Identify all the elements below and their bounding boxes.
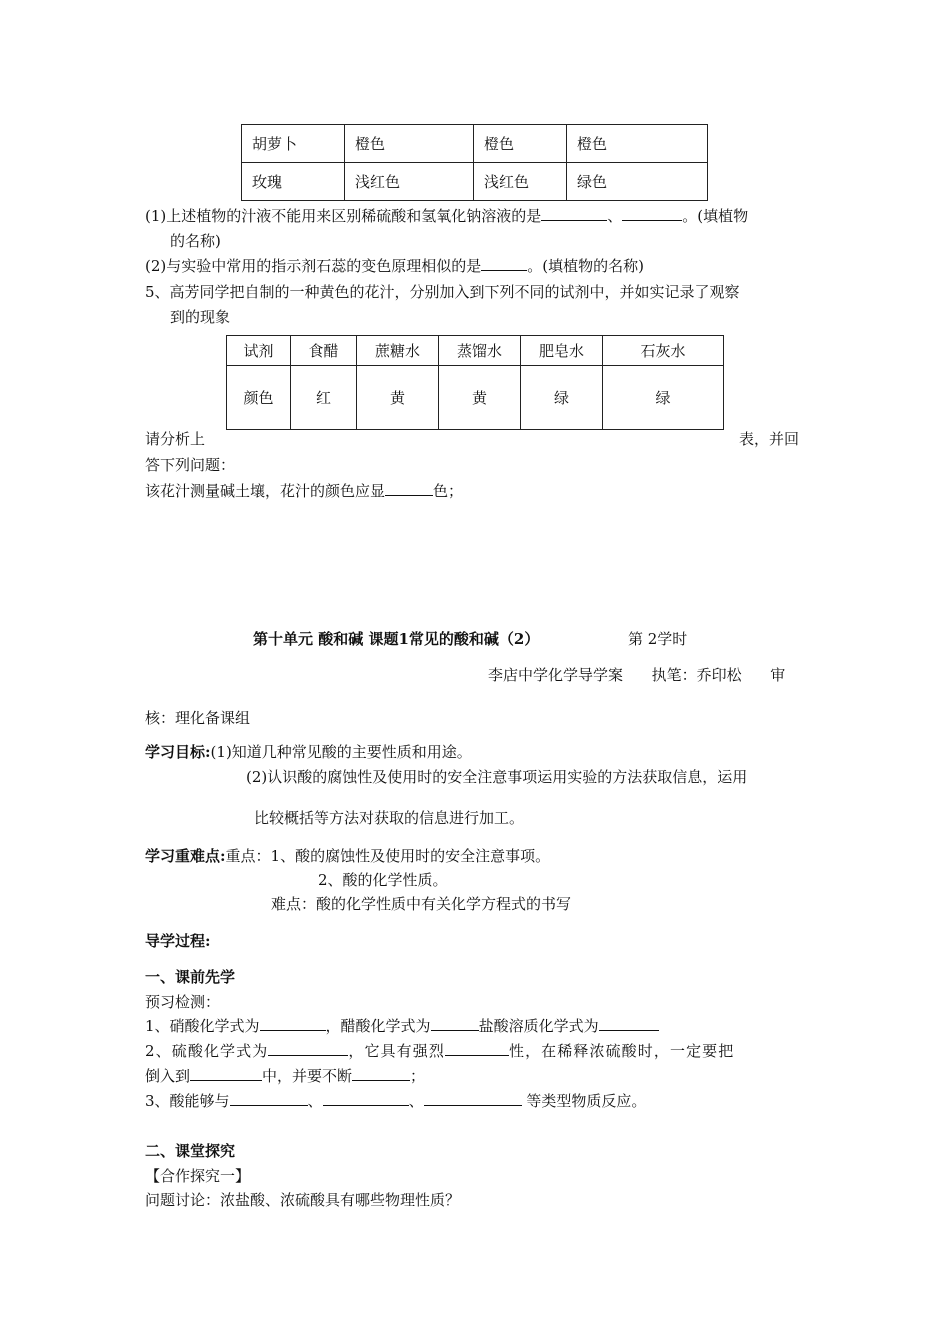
question-text: 该花汁测量碱土壤，花汁的颜色应显 xyxy=(145,482,386,500)
question-text: 等类型物质反应。 xyxy=(521,1092,647,1110)
table-header-cell: 石灰水 xyxy=(603,336,724,366)
table-cell: 橙色 xyxy=(345,125,474,163)
goals-label: 学习目标: xyxy=(145,743,211,761)
question-1-line-2: 的名称) xyxy=(170,232,221,250)
author-line: 李店中学化学导学案 执笔：乔印松 审 xyxy=(488,666,786,684)
answer-blank[interactable] xyxy=(260,1016,326,1031)
answer-blank[interactable] xyxy=(352,1066,410,1081)
question-1-line-1 xyxy=(145,205,748,226)
table-header-cell: 肥皂水 xyxy=(521,336,603,366)
question-text: ，醋酸化学式为 xyxy=(325,1017,431,1035)
question-text: 、 xyxy=(307,1092,323,1110)
table-cell: 浅红色 xyxy=(345,163,474,201)
answer-blank[interactable] xyxy=(431,1016,479,1031)
key-point: 重点：1、酸的腐蚀性及使用时的安全注意事项。 xyxy=(225,847,551,865)
answer-blank[interactable] xyxy=(599,1016,659,1031)
question-text: (1)上述植物的汁液不能用来区别稀硫酸和氢氧化钠溶液的是 xyxy=(145,207,542,225)
reviewer-line: 核：理化备课组 xyxy=(145,709,251,727)
answer-blank[interactable] xyxy=(323,1091,409,1106)
question-text: ； xyxy=(410,1067,426,1085)
question-text: 1、硝酸化学式为 xyxy=(145,1017,260,1035)
part-2-subheading: 【合作探究一】 xyxy=(145,1167,251,1185)
learning-goals xyxy=(145,741,472,762)
answer-blank[interactable] xyxy=(385,481,433,496)
question-text: 色； xyxy=(433,482,464,500)
goal-item: (2)认识酸的腐蚀性及使用时的安全注意事项运用实验的方法获取信息，运用 xyxy=(246,768,748,786)
discussion-question: 问题讨论：浓盐酸、浓硫酸具有哪些物理性质？ xyxy=(145,1191,461,1209)
part-2-heading: 二、课堂探究 xyxy=(145,1142,236,1160)
table-header-cell: 试剂 xyxy=(227,336,291,366)
question-text: 3、酸能够与 xyxy=(145,1092,230,1110)
table-header-cell: 蒸馏水 xyxy=(439,336,521,366)
preview-label: 预习检测： xyxy=(145,993,221,1011)
table-cell: 绿色 xyxy=(567,163,708,201)
period-label: 第 2学时 xyxy=(628,630,688,648)
table-header-cell: 蔗糖水 xyxy=(357,336,439,366)
answer-blank[interactable] xyxy=(268,1041,348,1056)
section-title: 第十单元 酸和碱 课题1常见的酸和碱（2） xyxy=(253,630,540,648)
question-2 xyxy=(145,255,644,276)
color-table-1 xyxy=(241,124,708,201)
table-row xyxy=(227,366,724,430)
answer-blank[interactable] xyxy=(541,206,607,221)
table-cell: 红 xyxy=(291,366,357,430)
answer-blank[interactable] xyxy=(622,206,682,221)
separator: 、 xyxy=(607,207,623,225)
question-5-line-2: 到的现象 xyxy=(170,308,231,326)
table-cell: 橙色 xyxy=(474,125,567,163)
goal-item-continued: 比较概括等方法对获取的信息进行加工。 xyxy=(254,809,525,827)
answer-blank[interactable] xyxy=(481,256,527,271)
analysis-right: 表，并回 xyxy=(739,430,800,448)
analysis-line-3 xyxy=(145,480,463,501)
part-1-heading: 一、课前先学 xyxy=(145,968,236,986)
table-row xyxy=(242,163,708,201)
question-text: 盐酸溶质化学式为 xyxy=(478,1017,599,1035)
table-row xyxy=(242,125,708,163)
table-cell: 浅红色 xyxy=(474,163,567,201)
question-text: 性，在稀释浓硫酸时，一定要把 xyxy=(508,1042,735,1060)
table-cell: 黄 xyxy=(439,366,521,430)
question-text: ，它具有强烈 xyxy=(348,1042,445,1060)
answer-blank[interactable] xyxy=(230,1091,308,1106)
difficulties-label: 学习重难点: xyxy=(145,847,226,865)
table-header-cell: 食醋 xyxy=(291,336,357,366)
key-difficult-points xyxy=(145,845,550,866)
table-cell: 橙色 xyxy=(567,125,708,163)
question-text: 中，并要不断 xyxy=(262,1067,353,1085)
table-cell: 黄 xyxy=(357,366,439,430)
process-label: 导学过程: xyxy=(145,932,211,950)
key-point: 2、酸的化学性质。 xyxy=(318,871,448,889)
question-text: (2)与实验中常用的指示剂石蕊的变色原理相似的是 xyxy=(145,257,482,275)
table-header-row xyxy=(227,336,724,366)
reagent-color-table xyxy=(226,335,724,430)
question-text: 、 xyxy=(408,1092,424,1110)
question-text: 。(填植物的名称) xyxy=(527,257,644,275)
table-cell: 绿 xyxy=(521,366,603,430)
table-cell: 玫瑰 xyxy=(242,163,345,201)
preview-line-3 xyxy=(145,1065,425,1086)
question-5-line-1: 5、高芳同学把自制的一种黄色的花汁，分别加入到下列不同的试剂中，并如实记录了观察 xyxy=(145,283,740,301)
question-text: 。(填植物 xyxy=(682,207,749,225)
preview-line-2 xyxy=(145,1040,734,1061)
table-cell: 颜色 xyxy=(227,366,291,430)
table-cell: 胡萝卜 xyxy=(242,125,345,163)
goal-item: (1)知道几种常见酸的主要性质和用途。 xyxy=(210,743,472,761)
preview-line-1 xyxy=(145,1015,659,1036)
table-cell: 绿 xyxy=(603,366,724,430)
question-text: 倒入到 xyxy=(145,1067,191,1085)
answer-blank[interactable] xyxy=(190,1066,262,1081)
analysis-left: 请分析上 xyxy=(145,430,206,448)
answer-blank[interactable] xyxy=(445,1041,509,1056)
preview-line-4 xyxy=(145,1090,646,1111)
answer-blank[interactable] xyxy=(424,1091,522,1106)
difficult-point: 难点：酸的化学性质中有关化学方程式的书写 xyxy=(271,895,572,913)
analysis-line-2: 答下列问题： xyxy=(145,456,236,474)
question-text: 2、硫酸化学式为 xyxy=(145,1042,269,1060)
